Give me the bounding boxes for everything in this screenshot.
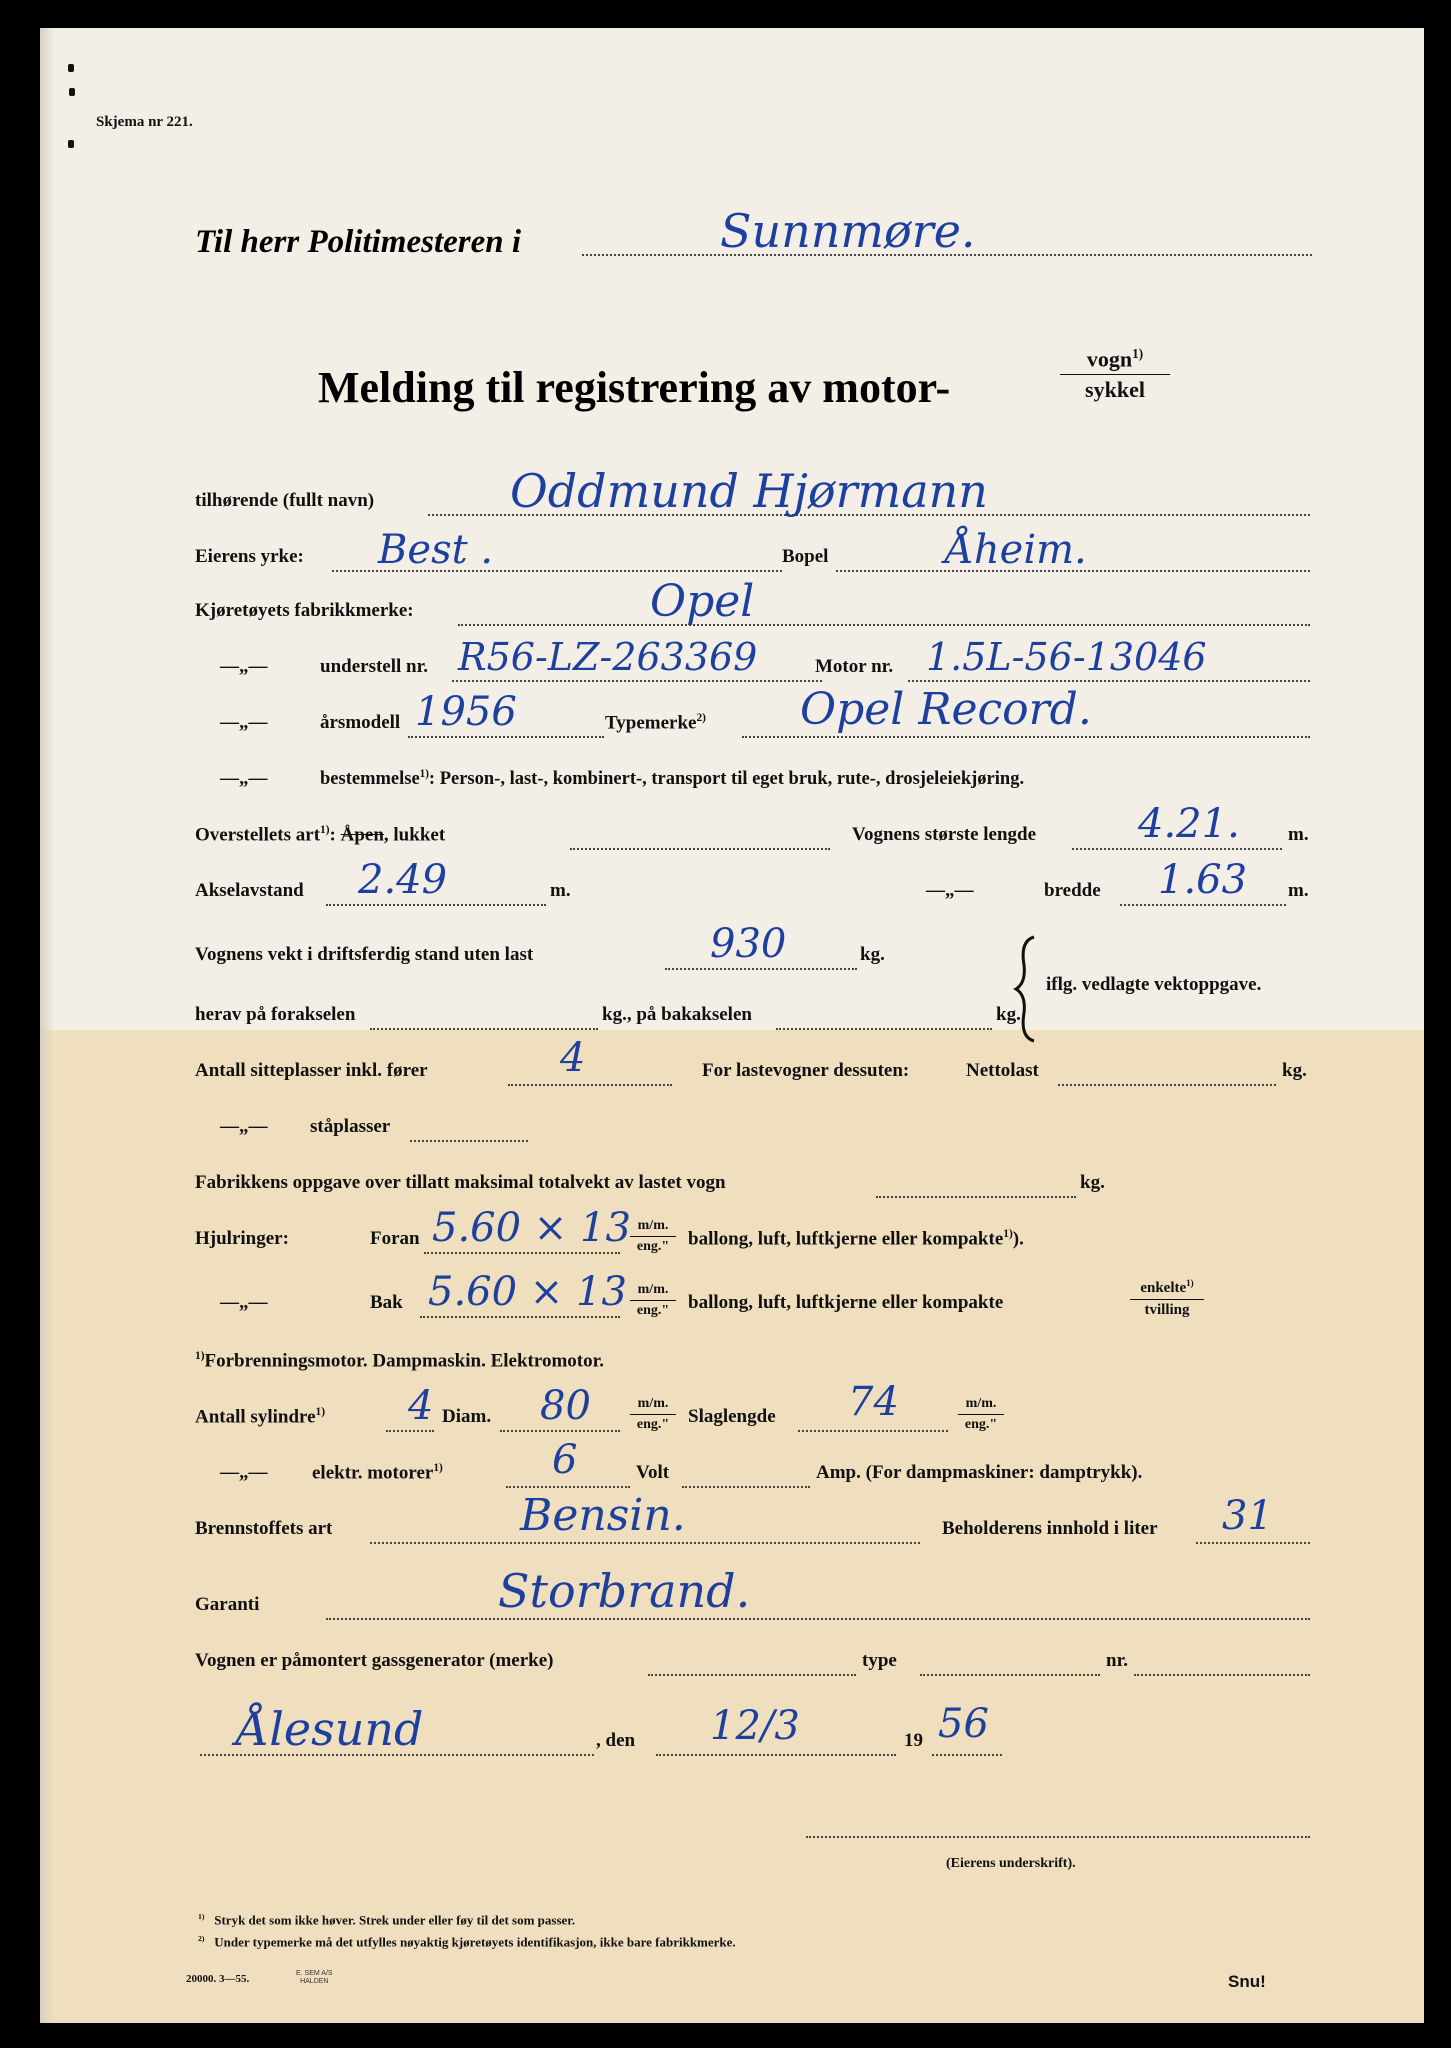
single-twin-choice xyxy=(1130,1278,1204,1319)
footnote-2-text: Under typemerke må det utfylles nøyaktig kjøretøyets identifikasjon, ikke bare fabrikkmerke. xyxy=(214,1934,736,1950)
netload-label: Nettolast xyxy=(966,1060,1039,1081)
single-label: enkelte xyxy=(1140,1280,1187,1296)
gasgen-type-label: type xyxy=(862,1650,897,1671)
body-label-text: Overstellets art xyxy=(195,824,321,846)
chassis-line xyxy=(452,680,822,682)
body-closed-option: , lukket xyxy=(383,824,446,846)
volt-label: Volt xyxy=(636,1462,670,1483)
body-label xyxy=(195,824,445,846)
ditto-mark: —„— xyxy=(926,880,974,901)
type-label xyxy=(605,712,706,734)
fuel-label: Brennstoffets art xyxy=(195,1518,333,1539)
weight-value[interactable]: 930 xyxy=(710,921,787,967)
length-label: Vognens største lengde xyxy=(852,824,1037,845)
frac-mm: m/m. xyxy=(637,1218,669,1233)
warranty-value[interactable]: Storbrand. xyxy=(498,1564,751,1618)
stroke-unit xyxy=(958,1396,1004,1433)
gasgen-label: Vognen er påmontert gassgenerator (merke) xyxy=(195,1650,554,1671)
seats-label: Antall sitteplasser inkl. fører xyxy=(195,1060,428,1081)
printer-line-1: E. SEM A/S xyxy=(296,1970,333,1977)
title-fraction xyxy=(1060,346,1170,403)
ditto-mark: —„— xyxy=(220,656,268,677)
seats-line xyxy=(508,1084,672,1086)
date-line xyxy=(656,1754,896,1756)
residence-label: Bopel xyxy=(782,546,829,567)
frac-eng: eng." xyxy=(636,1303,670,1318)
addressee-value[interactable]: Sunnmøre. xyxy=(720,204,976,258)
gasgen-nr-line xyxy=(1134,1674,1310,1676)
electric-sup: 1) xyxy=(433,1462,443,1474)
wheelbase-value[interactable]: 2.49 xyxy=(358,857,448,903)
body-line xyxy=(570,848,830,850)
fuel-line xyxy=(370,1542,920,1544)
printer-line-2: HALDEN xyxy=(300,1978,329,1985)
engine-label: Motor nr. xyxy=(815,656,894,677)
wheelbase-label: Akselavstand xyxy=(195,880,304,901)
footnote-2 xyxy=(198,1934,736,1950)
make-line xyxy=(458,624,1310,626)
diam-unit xyxy=(630,1396,676,1433)
type-value[interactable]: Opel Record. xyxy=(800,684,1092,735)
front-tyre-label: Foran xyxy=(370,1228,420,1249)
rear-tyre-line xyxy=(420,1316,620,1318)
gasgen-nr-label: nr. xyxy=(1106,1650,1129,1671)
engine-value[interactable]: 1.5L-56-13046 xyxy=(926,635,1207,679)
cylinders-line xyxy=(386,1430,434,1432)
front-tyre-value[interactable]: 5.60 × 13 xyxy=(432,1205,631,1251)
frac-mm: m/m. xyxy=(637,1282,669,1297)
volt-value[interactable]: 6 xyxy=(552,1437,578,1483)
ditto-mark: —„— xyxy=(220,1116,268,1137)
footnote-1 xyxy=(198,1912,575,1928)
wheelbase-unit: m. xyxy=(550,880,571,901)
cylinders-label xyxy=(195,1406,325,1428)
amp-label-text: Amp. (For dampmaskiner: damptrykk xyxy=(816,1462,1132,1483)
max-weight-line xyxy=(876,1196,1076,1198)
front-tyre-unit xyxy=(630,1218,676,1255)
model-year-label: årsmodell xyxy=(320,712,401,733)
model-year-value[interactable]: 1956 xyxy=(415,689,517,735)
date-value[interactable]: 12/3 xyxy=(710,1703,800,1749)
rear-tyre-value[interactable]: 5.60 × 13 xyxy=(428,1269,627,1315)
width-value[interactable]: 1.63 xyxy=(1158,857,1248,903)
warranty-line xyxy=(326,1618,1310,1620)
motor-types-sup: 1) xyxy=(195,1350,205,1362)
netload-unit: kg. xyxy=(1282,1060,1307,1081)
punch-hole xyxy=(68,64,74,72)
punch-hole xyxy=(68,140,74,148)
print-info: 20000. 3—55. xyxy=(186,1973,250,1985)
width-unit: m. xyxy=(1288,880,1309,901)
cylinders-sup: 1) xyxy=(315,1406,326,1418)
addressee-label: Til herr Politimesteren i xyxy=(195,224,522,260)
front-axle-label: herav på forakselen xyxy=(195,1004,356,1025)
weight-brace xyxy=(1012,933,1042,1045)
make-label: Kjøretøyets fabrikkmerke: xyxy=(195,600,414,621)
tank-value[interactable]: 31 xyxy=(1222,1493,1273,1539)
weight-line xyxy=(665,968,857,970)
year-line xyxy=(932,1754,1002,1756)
frac-mm: m/m. xyxy=(637,1396,669,1411)
diam-value[interactable]: 80 xyxy=(540,1383,591,1429)
punch-hole xyxy=(69,88,75,96)
length-unit: m. xyxy=(1288,824,1309,845)
rear-axle-unit: kg. xyxy=(996,1004,1021,1025)
width-label: bredde xyxy=(1044,880,1101,901)
purpose-text: : Person-, last-, kombinert-, transport til eget bruk, rute-, drosjeleiekjøring. xyxy=(428,769,1025,790)
stroke-label: Slaglengde xyxy=(688,1406,776,1427)
form-title: Melding til registrering av motor- xyxy=(318,363,951,412)
standing-line xyxy=(410,1140,528,1142)
ditto-mark: —„— xyxy=(220,1462,268,1483)
purpose-sup: 1) xyxy=(419,768,429,780)
purpose-label: bestemmelse xyxy=(320,769,420,790)
max-weight-label: Fabrikkens oppgave over tillatt maksimal totalvekt av lastet vogn xyxy=(195,1172,726,1193)
standing-label: ståplasser xyxy=(310,1116,391,1137)
occupation-label: Eierens yrke: xyxy=(195,546,304,567)
diam-line xyxy=(500,1430,620,1432)
electric-label-text: elektr. motorer xyxy=(312,1462,434,1484)
type-label-text: Typemerke xyxy=(605,712,697,734)
body-open-option: Åpen xyxy=(340,824,384,846)
tyre-types-sup: 1) xyxy=(1003,1228,1013,1240)
diam-label: Diam. xyxy=(442,1406,492,1427)
residence-value[interactable]: Åheim. xyxy=(945,527,1087,573)
turn-page-note: Snu! xyxy=(1228,1972,1266,1991)
type-sup: 2) xyxy=(696,712,706,724)
rear-tyre-types: ballong, luft, luftkjerne eller kompakte xyxy=(688,1292,1004,1313)
frac-mm: m/m. xyxy=(965,1396,997,1411)
purpose-line xyxy=(320,768,1024,790)
rear-tyre-label: Bak xyxy=(370,1292,403,1313)
motor-types-text: Forbrenningsmotor. Dampmaskin. Elektromotor. xyxy=(204,1350,605,1372)
model-year-line xyxy=(408,736,604,738)
gasgen-type-line xyxy=(920,1674,1100,1676)
length-value[interactable]: 4.21. xyxy=(1138,801,1240,847)
rear-tyre-unit xyxy=(630,1282,676,1319)
year-prefix: 19 xyxy=(904,1730,923,1751)
owner-value[interactable]: Oddmund Hjørmann xyxy=(510,464,988,518)
wheelbase-line xyxy=(326,904,546,906)
electric-label xyxy=(312,1462,443,1484)
printer-mark xyxy=(296,1970,333,1986)
footnote-2-mark: 2) xyxy=(198,1934,205,1943)
signature-label: (Eierens underskrift). xyxy=(946,1856,1076,1871)
amp-label xyxy=(816,1462,1142,1484)
frac-eng: eng." xyxy=(636,1417,670,1432)
chassis-label: understell nr. xyxy=(320,656,429,677)
form-page xyxy=(40,28,1424,2023)
twin-label: tvilling xyxy=(1144,1302,1190,1318)
page-edge-shadow xyxy=(40,28,54,2023)
owner-label: tilhørende (fullt navn) xyxy=(195,490,375,511)
width-line xyxy=(1120,904,1286,906)
body-colon: : xyxy=(329,824,336,846)
volt-line xyxy=(506,1486,630,1488)
front-axle-line xyxy=(370,1028,598,1030)
ditto-mark: —„— xyxy=(220,1292,268,1313)
frac-eng: eng." xyxy=(964,1417,998,1432)
stroke-value[interactable]: 74 xyxy=(848,1379,899,1425)
ditto-mark: —„— xyxy=(220,712,268,733)
body-sup: 1) xyxy=(320,824,330,836)
amp-label-end: ). xyxy=(1131,1462,1143,1483)
title-frac-bottom: sykkel xyxy=(1085,377,1145,403)
title-frac-sup: 1) xyxy=(1132,346,1144,361)
rear-axle-line xyxy=(776,1028,992,1030)
signature-line xyxy=(806,1836,1310,1838)
year-value[interactable]: 56 xyxy=(938,1701,989,1747)
weight-note: iflg. vedlagte vektoppgave. xyxy=(1046,974,1262,995)
tank-label: Beholderens innhold i liter xyxy=(942,1518,1158,1539)
seats-value[interactable]: 4 xyxy=(560,1035,586,1081)
cylinders-value[interactable]: 4 xyxy=(408,1383,434,1429)
tyres-label: Hjulringer: xyxy=(195,1228,289,1249)
frac-eng: eng." xyxy=(636,1239,670,1254)
rear-axle-label: kg., på bakakselen xyxy=(602,1004,752,1025)
warranty-label: Garanti xyxy=(195,1594,260,1615)
tyre-types-text: ballong, luft, luftkjerne eller kompakte xyxy=(688,1228,1004,1250)
occupation-value[interactable]: Best . xyxy=(378,527,494,573)
cylinders-label-text: Antall sylindre xyxy=(195,1406,316,1428)
chassis-value[interactable]: R56-LZ-263369 xyxy=(458,635,758,679)
footnote-1-mark: 1) xyxy=(198,1912,205,1921)
single-sup: 1) xyxy=(1186,1278,1194,1288)
stroke-line xyxy=(798,1430,948,1432)
max-weight-unit: kg. xyxy=(1080,1172,1105,1193)
tank-line xyxy=(1196,1542,1310,1544)
motor-types xyxy=(195,1350,604,1372)
gasgen-line xyxy=(648,1674,856,1676)
title-frac-top: vogn xyxy=(1086,346,1133,372)
make-value[interactable]: Opel xyxy=(650,576,755,627)
fuel-value[interactable]: Bensin. xyxy=(520,1490,686,1541)
engine-line xyxy=(908,680,1310,682)
front-tyre-types xyxy=(688,1228,1024,1250)
front-tyre-line xyxy=(424,1252,620,1254)
netload-line xyxy=(1058,1084,1276,1086)
amp-line xyxy=(682,1486,810,1488)
weight-label: Vognens vekt i driftsferdig stand uten last xyxy=(195,944,534,965)
weight-unit: kg. xyxy=(860,944,885,965)
ditto-mark: —„— xyxy=(220,768,268,789)
length-line xyxy=(1072,848,1282,850)
truck-label: For lastevogner dessuten: xyxy=(702,1060,910,1081)
schema-number: Skjema nr 221. xyxy=(96,114,193,130)
tyre-types-end: ). xyxy=(1012,1228,1024,1250)
place-value[interactable]: Ålesund xyxy=(236,1702,424,1756)
type-line xyxy=(742,736,1310,738)
date-label: , den xyxy=(596,1730,636,1751)
footnote-1-text: Stryk det som ikke høver. Strek under eller føy til det som passer. xyxy=(214,1912,576,1928)
